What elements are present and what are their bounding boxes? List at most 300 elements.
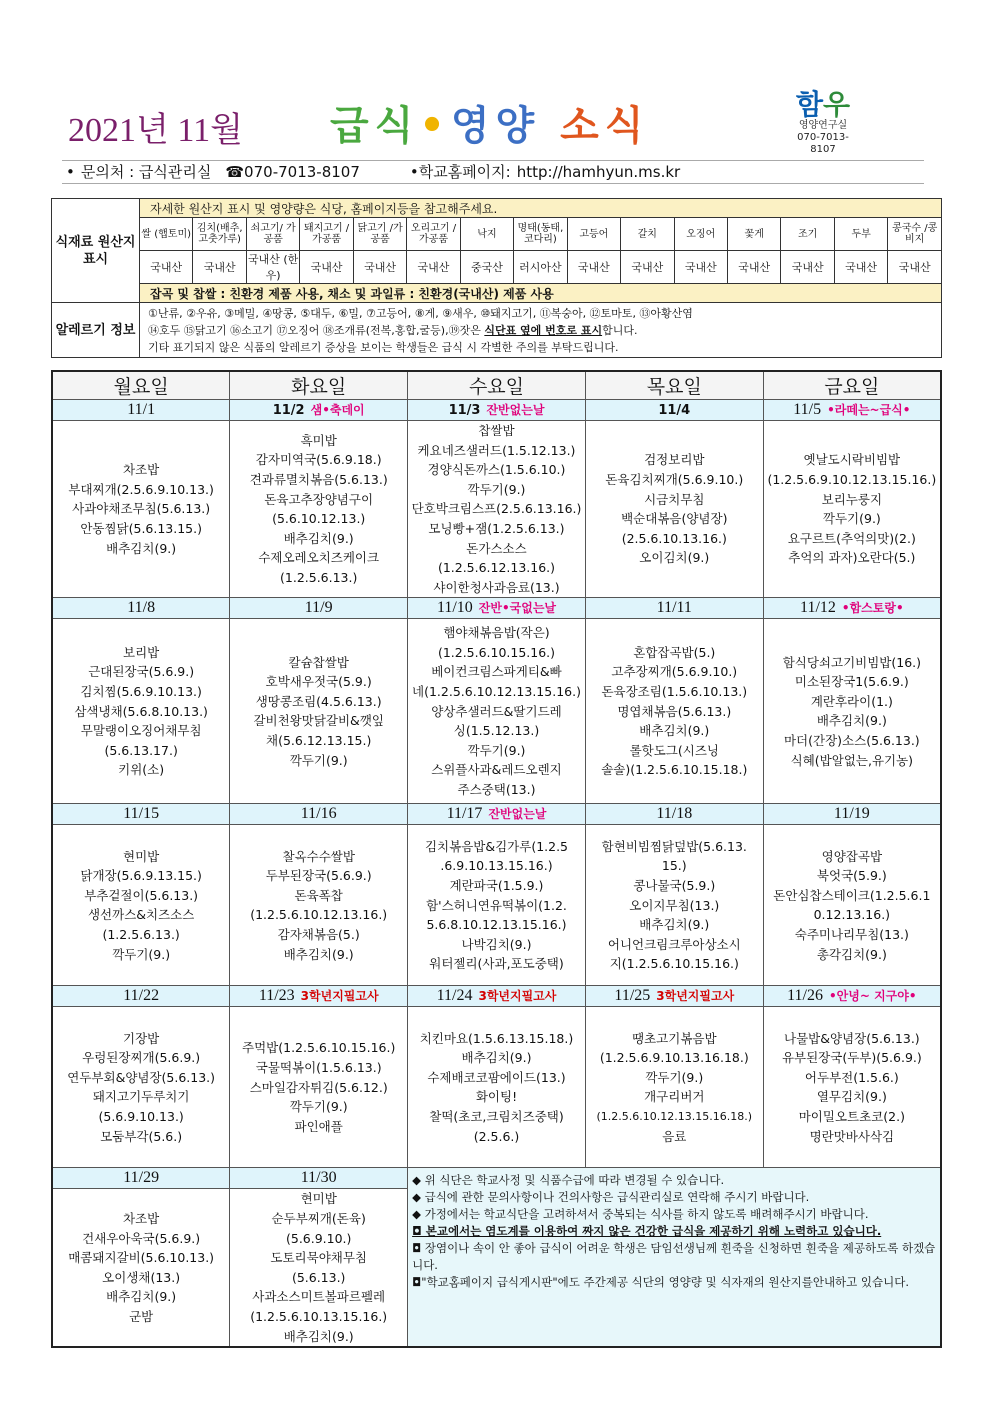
date-row [52, 804, 941, 825]
day-date: 11/30 [300, 1169, 337, 1187]
menu-item: 어니언크림크루아상소시 [607, 936, 741, 952]
menu-item: 연두부회&양념장(5.6.13.) [67, 1069, 216, 1085]
origin-item: 고등어 [567, 218, 620, 251]
day-date: 11/5 [793, 401, 822, 418]
day-date-cell [585, 598, 763, 619]
menu-item: 찰옥수수쌀밥 [282, 848, 355, 864]
menu-item: (1.2.5.6.10.12.13.15.16.18.) [596, 1109, 753, 1123]
day-date: 11/29 [123, 1169, 160, 1187]
origin-items-row [52, 218, 942, 251]
menu-item: 감자채볶음(5.) [277, 926, 360, 942]
day-date-cell [230, 804, 408, 825]
menu-item: 땡초고기볶음밥 [632, 1030, 717, 1046]
menu-item: (1.2.5.6.10.13.15.16.) [250, 1308, 388, 1324]
menu-item: 돈육폭찹 [294, 887, 343, 903]
school-logo [788, 90, 858, 156]
menu-item: 칼슘찹쌀밥 [288, 654, 349, 670]
origin-item: 갈치 [621, 218, 674, 251]
month-title: 2021년 11월 [68, 112, 243, 149]
notice-box [408, 1168, 941, 1347]
menu-item: 함현비빔찜닭덮밥(5.6.13. [601, 838, 747, 854]
menu-item: 배추김치(9.) [639, 917, 710, 933]
origin-item: 쌀 (햅토미) [140, 218, 193, 251]
logo-mark [788, 90, 858, 120]
menu-item: 건새우아욱국(5.6.9.) [82, 1230, 201, 1246]
day-menu [52, 421, 230, 598]
menu-row [52, 619, 941, 804]
menu-item: 배추김치(9.) [106, 540, 177, 556]
menu-item: 0.12.13.16.) [813, 907, 891, 923]
menu-item: 깍두기(9.) [467, 481, 526, 497]
menu-item: 돼지고기두루치기 [92, 1089, 190, 1105]
homepage-link[interactable]: http://hamhyun.ms.kr [516, 163, 681, 181]
menu-item: 모닝빵+잼(1.2.5.6.13.) [428, 520, 565, 536]
menu-item: 북엇국(5.9.) [816, 868, 887, 884]
menu-item: 단호박크림스프(2.5.6.13.16.) [411, 501, 582, 517]
menu-item: 열무김치(9.) [816, 1089, 887, 1105]
origin-item: 오리고기 /가공품 [407, 218, 460, 251]
contact-phone[interactable]: ☎070-7013-8107 [225, 163, 360, 181]
day-menu [585, 421, 763, 598]
menu-item: 15.) [661, 858, 687, 874]
allergy-header: 알레르기 정보 [52, 303, 140, 358]
menu-item: 주스중택(13.) [457, 781, 536, 797]
notice-line: ◘"학교홈페이지 급식게시판"에도 주간제공 식단의 영양량 및 식자재의 원산지를안내하고 있습니다. [412, 1275, 910, 1290]
menu-item: 오이지무침(13.) [629, 897, 720, 913]
origin-item: 오징어 [674, 218, 727, 251]
menu-item: 무말랭이오징어채무침 [80, 723, 202, 739]
weekday-header: 수요일 [408, 371, 586, 400]
day-menu [408, 825, 586, 986]
contact-bar [62, 160, 924, 184]
weekday-header-row [52, 371, 941, 400]
menu-item: 근대된장국(5.6.9.) [88, 664, 195, 680]
menu-row [52, 1007, 941, 1168]
menu-item: 미소된장국1(5.6.9.) [794, 674, 909, 690]
day-date-cell [52, 804, 230, 825]
menu-item: 깍두기(9.) [822, 511, 881, 527]
day-date-cell [52, 598, 230, 619]
menu-item: 수제배코코팜에이드(13.) [427, 1069, 566, 1085]
menu-item: 영양잡곡밥 [821, 848, 883, 864]
menu-item: 매콤돼지갈비(5.6.10.13.) [68, 1250, 215, 1266]
allergy-line3: 기타 표기되지 않은 식품의 알레르기 증상을 보이는 학생들은 급식 시 각별한 주의를 부탁드립니다. [148, 340, 619, 354]
menu-item: 계란파국(1.5.9.) [449, 877, 544, 893]
day-date: 11/15 [123, 805, 160, 823]
menu-item: (5.6.13.17.) [104, 742, 178, 758]
menu-item: 차조밥 [123, 462, 160, 478]
date-row [52, 598, 941, 619]
menu-item: 키위(소) [118, 762, 165, 778]
menu-item: 베이컨크림스파게티&빠 [431, 664, 562, 680]
day-date-cell [408, 986, 586, 1007]
menu-item: 오이김치(9.) [639, 550, 710, 566]
origin-item: 닭고기 /가공품 [353, 218, 406, 251]
day-date: 11/1 [127, 401, 156, 418]
menu-item: .6.9.10.13.15.16.) [440, 858, 553, 874]
contact-bullet: • [66, 163, 75, 181]
notice-line: ◆ 가정에서는 학교식단을 고려하셔서 중복되는 식사를 하지 않도록 배려해주시기 바랍니다. [412, 1207, 869, 1222]
menu-item: 유부된장국(두부)(5.6.9.) [781, 1050, 922, 1066]
menu-item: 양상추샐러드&딸기드레 [431, 703, 562, 719]
day-date-cell [763, 598, 941, 619]
menu-item: 파인애플 [294, 1118, 343, 1134]
origin-value: 국내산 [193, 251, 246, 284]
menu-item: 명란맛바사삭김 [809, 1128, 895, 1144]
menu-item: 돈육고추장양념구이 [264, 491, 374, 507]
day-date-cell [52, 400, 230, 421]
menu-item: 배추김치(9.) [461, 1050, 532, 1066]
menu-item: 배추김치(9.) [106, 1289, 177, 1305]
day-date-cell [230, 1168, 408, 1189]
day-date: 11/11 [656, 599, 692, 617]
origin-value: 국내산 [674, 251, 727, 284]
day-event: 3학년지필고사 [656, 989, 735, 1004]
day-menu [230, 1007, 408, 1168]
title-dot: • [419, 103, 451, 149]
day-event: •라떼는~급식• [827, 403, 911, 417]
menu-item: 깍두기(9.) [112, 946, 171, 962]
allergy-line2 [148, 322, 941, 339]
day-menu [52, 1189, 230, 1347]
day-menu [585, 619, 763, 804]
day-date: 11/8 [127, 599, 156, 617]
day-date-cell [408, 400, 586, 421]
menu-item: 음료 [662, 1128, 687, 1144]
allergy-line1: ①난류, ②우유, ③메밀, ④땅콩, ⑤대두, ⑥밀, ⑦고등어, ⑧게, ⑨새우, ⑩돼지고기, ⑪복숭아, ⑫토마토, ⑬아황산염 [148, 306, 693, 320]
menu-item: 배추김치(9.) [283, 1328, 354, 1344]
menu-item: 깍두기(9.) [289, 752, 348, 768]
newsletter-title [330, 94, 649, 151]
contact-label: 문의처 : 급식관리실 [80, 163, 212, 181]
menu-item: 계란후라이(1.) [810, 693, 893, 709]
day-date-cell [230, 400, 408, 421]
menu-item: 롤핫도그(시즈닝 [629, 742, 719, 758]
menu-item: 안동찜닭(5.6.13.15.) [80, 520, 202, 536]
day-menu [52, 1007, 230, 1168]
menu-item: 사과소스미트볼파르펠레 [252, 1289, 386, 1305]
menu-item: 부추겉절이(5.6.13.) [84, 887, 199, 903]
menu-item: (1.2.5.6.13.) [280, 569, 358, 585]
day-event: 샘•축데이 [310, 403, 365, 417]
day-event: •안녕~ 지구야• [829, 989, 917, 1004]
menu-item: 수제오레오치즈케이크 [258, 550, 380, 566]
menu-item: 생땅콩조림(4.5.6.13.) [255, 693, 382, 709]
origin-item: 김치(배추, 고춧가루) [193, 218, 246, 251]
origin-value: 국내산 [353, 251, 406, 284]
menu-item: 깍두기(9.) [467, 742, 526, 758]
origin-item: 돼지고기 /가공품 [300, 218, 353, 251]
menu-item: 찰떡(초코,크림치즈중택) [429, 1108, 564, 1124]
day-date-cell [585, 804, 763, 825]
notice-line: ◆ 위 식단은 학교사정 및 식품수급에 따라 변경될 수 있습니다. [412, 1173, 725, 1188]
menu-item: 혼합잡곡밥(5.) [633, 644, 716, 660]
origin-value: 국내산 [834, 251, 887, 284]
day-date-cell [585, 400, 763, 421]
origin-note: 자세한 원산지 표시 및 영양량은 식당, 홈페이지등을 참고해주세요. [140, 199, 942, 218]
menu-item: 두부된장국(5.6.9.) [265, 868, 372, 884]
day-date: 11/12 [800, 599, 836, 617]
day-date: 11/17 [446, 805, 483, 823]
menu-item: 스마일감자튀김(5.6.12.) [249, 1079, 388, 1095]
menu-item: 스위플사과&레드오렌지 [431, 762, 562, 778]
grain-note [140, 284, 942, 303]
menu-item: 현미밥 [123, 848, 160, 864]
day-menu [230, 421, 408, 598]
menu-item: 숙주미나리무침(13.) [794, 926, 909, 942]
origin-value: 중국산 [460, 251, 513, 284]
menu-item: 채(5.6.12.13.15.) [266, 732, 372, 748]
notice-line: ◘ 장염이나 속이 안 좋아 급식이 어려운 학생은 담임선생님께 흰죽을 신청하면 흰죽을 제공하도록 하겠습니다. [412, 1241, 936, 1273]
menu-item: 갈비천왕맛닭갈비&깻잎 [253, 713, 384, 729]
day-menu [585, 1007, 763, 1168]
menu-item: (1.2.5.6.9.10.13.16.18.) [599, 1050, 749, 1066]
menu-item: 검정보리밥 [644, 452, 705, 468]
menu-item: 워터젤리(사과,포도중택) [429, 956, 564, 972]
menu-item: 삼색냉채(5.6.8.10.13.) [74, 703, 208, 719]
title-part-meal: 급식 [330, 103, 420, 149]
menu-item: 사과야채조무침(5.6.13.) [72, 501, 211, 517]
day-menu [408, 421, 586, 598]
origin-item: 꽃게 [727, 218, 780, 251]
menu-item: 배추김치(9.) [816, 713, 887, 729]
day-event: •함스토랑• [841, 601, 904, 616]
day-menu [763, 1007, 941, 1168]
origin-value: 국내산 [888, 251, 942, 284]
logo-line2: 070-7013-8107 [797, 132, 849, 155]
origin-item: 두부 [834, 218, 887, 251]
grain-note-b: 채소 및 과일류 : 친환경(국내산) 제품 사용 [327, 286, 554, 301]
menu-item: 흑미밥 [300, 432, 337, 448]
day-date: 11/4 [658, 403, 691, 418]
day-menu [763, 421, 941, 598]
day-menu [585, 825, 763, 986]
notice-line: ◘ 본교에서는 염도계를 이용하여 짜지 않은 건강한 급식을 제공하기 위해 노력하고 있습니다. [412, 1224, 882, 1239]
menu-item: 개구리버거 [644, 1089, 705, 1105]
day-date-cell [763, 986, 941, 1007]
menu-item: 돈육김치찌개(5.6.9.10.) [605, 471, 744, 487]
day-menu [52, 825, 230, 986]
origin-value: 국내산 [727, 251, 780, 284]
menu-item: 김치볶음밥&김가루(1.2.5 [424, 838, 568, 854]
menu-item: 치킨마요(1.5.6.13.15.18.) [419, 1030, 574, 1046]
menu-item: (1.2.5.6.10.15.16.) [437, 644, 556, 660]
origin-value: 국내산 [567, 251, 620, 284]
menu-item: 오이생채(13.) [102, 1269, 181, 1285]
day-menu [763, 619, 941, 804]
weekday-header: 목요일 [585, 371, 763, 400]
origin-value: 러시아산 [514, 251, 567, 284]
menu-item: 함식당쇠고기비빔밥(16.) [782, 654, 921, 670]
allergy-info [140, 303, 942, 358]
title-part-news: 소식 [560, 103, 650, 149]
day-event: 잔반없는날 [488, 807, 547, 822]
menu-item: 햄야채볶음밥(작은) [443, 625, 550, 641]
title-part-nutrition: 영양 [450, 103, 541, 149]
logo-mark-b: 우 [823, 88, 851, 121]
origin-item: 명태(동태, 코다리) [514, 218, 567, 251]
day-date-cell [230, 986, 408, 1007]
menu-item: 돈육장조림(1.5.6.10.13.) [601, 683, 748, 699]
menu-item: 주먹밥(1.2.5.6.10.15.16.) [242, 1040, 396, 1056]
menu-item: 부대찌개(2.5.6.9.10.13.) [68, 481, 214, 497]
menu-item: 샤이한청사과음료(13.) [433, 579, 560, 595]
menu-item: 감자미역국(5.6.9.18.) [255, 452, 382, 468]
menu-item: 현미밥 [300, 1191, 337, 1207]
menu-item: 배추김치(9.) [283, 530, 354, 546]
menu-item: (1.2.5.6.10.12.13.16.) [250, 907, 388, 923]
menu-item: 순두부찌개(돈육) [271, 1210, 366, 1226]
menu-item: (1.2.5.6.9.10.12.13.15.16.) [767, 471, 937, 487]
menu-item: 기장밥 [123, 1030, 160, 1046]
menu-item: 경양식돈까스(1.5.6.10.) [427, 462, 566, 478]
day-date: 11/3 [448, 403, 481, 418]
day-date: 11/24 [436, 987, 473, 1005]
menu-item: 지(1.2.5.6.10.15.16.) [609, 956, 739, 972]
day-event: 잔반•국없는날 [478, 601, 557, 616]
menu-item: 군밤 [129, 1308, 154, 1324]
day-date-cell [585, 986, 763, 1007]
date-row [52, 986, 941, 1007]
notice-line: ◆ 급식에 관한 문의사항이나 건의사항은 급식관리실로 연락해 주시기 바랍니다. [412, 1190, 810, 1205]
day-date-cell [52, 1168, 230, 1189]
menu-item: 돈안심찹스테이크(1.2.5.6.1 [773, 887, 931, 903]
day-menu [230, 825, 408, 986]
day-menu [408, 1007, 586, 1168]
origin-value: 국내산 [407, 251, 460, 284]
menu-item: 화이팅! [475, 1089, 518, 1105]
menu-item: 네(1.2.5.6.10.12.13.15.16.) [412, 683, 581, 699]
origin-item: 콩국수 /콩비지 [888, 218, 942, 251]
origin-value: 국내산 [140, 251, 193, 284]
menu-item: 고추장찌개(5.6.9.10.) [611, 664, 738, 680]
menu-item: 솔솔)(1.2.5.6.10.15.18.) [601, 762, 748, 778]
menu-item: 호박새우젓국(5.9.) [265, 674, 372, 690]
menu-item: 백순대볶음(양념장) [621, 511, 728, 527]
menu-item: 깍두기(9.) [645, 1069, 704, 1085]
day-date-cell [408, 598, 586, 619]
menu-item: 콩나물국(5.9.) [633, 877, 716, 893]
menu-item: 5.6.8.10.12.13.15.16.) [426, 917, 567, 933]
day-date: 11/22 [123, 987, 160, 1005]
menu-item: 보리밥 [123, 644, 160, 660]
origin-allergy-table [51, 198, 942, 358]
origin-item: 낙지 [460, 218, 513, 251]
menu-item: (5.6.9.10.13.) [98, 1108, 184, 1124]
day-date: 11/25 [614, 987, 651, 1005]
logo-mark-a: 함 [795, 88, 823, 121]
menu-item: 생선까스&치즈소스 [87, 907, 195, 923]
day-event: 3학년지필고사 [300, 989, 379, 1004]
menu-item: 깍두기(9.) [289, 1099, 348, 1115]
menu-item: 돈가스소스(1.2.5.6.12.13.16.) [437, 540, 556, 576]
day-date-cell [52, 986, 230, 1007]
day-menu [230, 1189, 408, 1347]
menu-item: 함'스허니연유떡볶이(1.2. [426, 897, 567, 913]
day-date-cell [230, 598, 408, 619]
day-date: 11/18 [656, 805, 693, 823]
menu-item: 마더(간장)소스(5.6.13.) [783, 732, 920, 748]
origin-value: 국내산 [621, 251, 674, 284]
menu-row [52, 421, 941, 598]
menu-item: 우렁된장찌개(5.6.9.) [82, 1050, 201, 1066]
menu-item: 견과류멸치볶음(5.6.13.) [249, 471, 388, 487]
menu-item: (5.6.10.12.13.) [272, 511, 366, 527]
day-menu [52, 619, 230, 804]
menu-item: 나물밥&양념장(5.6.13.) [784, 1030, 920, 1046]
day-date: 11/16 [300, 805, 337, 823]
menu-item: 차조밥 [123, 1210, 160, 1226]
day-date-cell [408, 804, 586, 825]
origin-item: 쇠고기/ 가공품 [246, 218, 299, 251]
menu-item: 명엽채볶음(5.6.13.) [617, 703, 732, 719]
menu-item: (2.5.6.) [473, 1128, 520, 1144]
date-row [52, 1168, 941, 1189]
origin-value: 국내산 [781, 251, 834, 284]
menu-item: 케요네즈샐러드(1.5.12.13.) [417, 442, 576, 458]
day-date-cell [763, 400, 941, 421]
menu-item: 요구르트(추억의맛)(2.) [787, 530, 916, 546]
date-row [52, 400, 941, 421]
origin-values-row [52, 251, 942, 284]
menu-item: 싱(1.5.12.13.) [453, 723, 540, 739]
day-date: 11/23 [258, 987, 295, 1005]
menu-item: (1.2.5.6.13.) [102, 926, 180, 942]
logo-line1: 영양연구실 [798, 120, 848, 131]
day-date: 11/9 [304, 599, 333, 617]
menu-item: 도토리묵야채무침 [270, 1250, 367, 1266]
grain-note-a: 잡곡 및 찹쌀 : 친환경 제품 사용, [150, 286, 324, 301]
day-date: 11/26 [787, 987, 823, 1005]
menu-item: 나박김치(9.) [461, 936, 532, 952]
allergy-line2a: ⑭호두 ⑮닭고기 ⑯소고기 ⑰오징어 ⑱조개류(전복,홍합,굴등),⑲잣은 [148, 323, 481, 337]
allergy-line2b: 식단표 옆에 번호로 표시 [484, 323, 603, 337]
homepage-label: •학교홈페이지: [409, 163, 511, 181]
menu-row [52, 825, 941, 986]
day-event: 잔반없는날 [486, 403, 545, 417]
menu-item: 김치찜(5.6.9.10.13.) [80, 683, 202, 699]
menu-item: 국물떡볶이(1.5.6.13.) [255, 1059, 382, 1075]
menu-item: 마이밀오트초코(2.) [798, 1108, 905, 1124]
menu-item: 찹쌀밥 [478, 423, 515, 438]
weekday-header: 금요일 [763, 371, 941, 400]
day-event: 3학년지필고사 [478, 989, 557, 1004]
day-menu [763, 825, 941, 986]
menu-item: (5.6.13.) [291, 1269, 346, 1285]
day-date-cell [763, 804, 941, 825]
origin-value: 국내산 [300, 251, 353, 284]
menu-item: 어두부전(1.5.6.) [804, 1069, 899, 1085]
menu-item: 추억의 과자)오란다(5.) [788, 550, 916, 566]
day-date: 11/10 [436, 599, 473, 617]
weekday-header: 월요일 [52, 371, 230, 400]
menu-table [51, 370, 942, 1348]
menu-item: (5.6.9.10.) [285, 1230, 352, 1246]
allergy-line2c: 합니다. [602, 323, 638, 337]
day-menu [408, 619, 586, 804]
day-date: 11/2 [272, 403, 305, 418]
origin-item: 조기 [781, 218, 834, 251]
menu-item: 시금치무침 [644, 491, 705, 507]
menu-item: 보리누룽지 [821, 491, 883, 507]
menu-item: 모둠부각(5.6.) [100, 1128, 183, 1144]
menu-item: 배추김치(9.) [639, 723, 710, 739]
menu-item: 배추김치(9.) [283, 946, 354, 962]
menu-item: 식혜(밥알없는,유기농) [790, 752, 914, 768]
origin-value: 국내산 (한우) [246, 251, 299, 284]
weekday-header: 화요일 [230, 371, 408, 400]
menu-item: 총각김치(9.) [816, 946, 887, 962]
